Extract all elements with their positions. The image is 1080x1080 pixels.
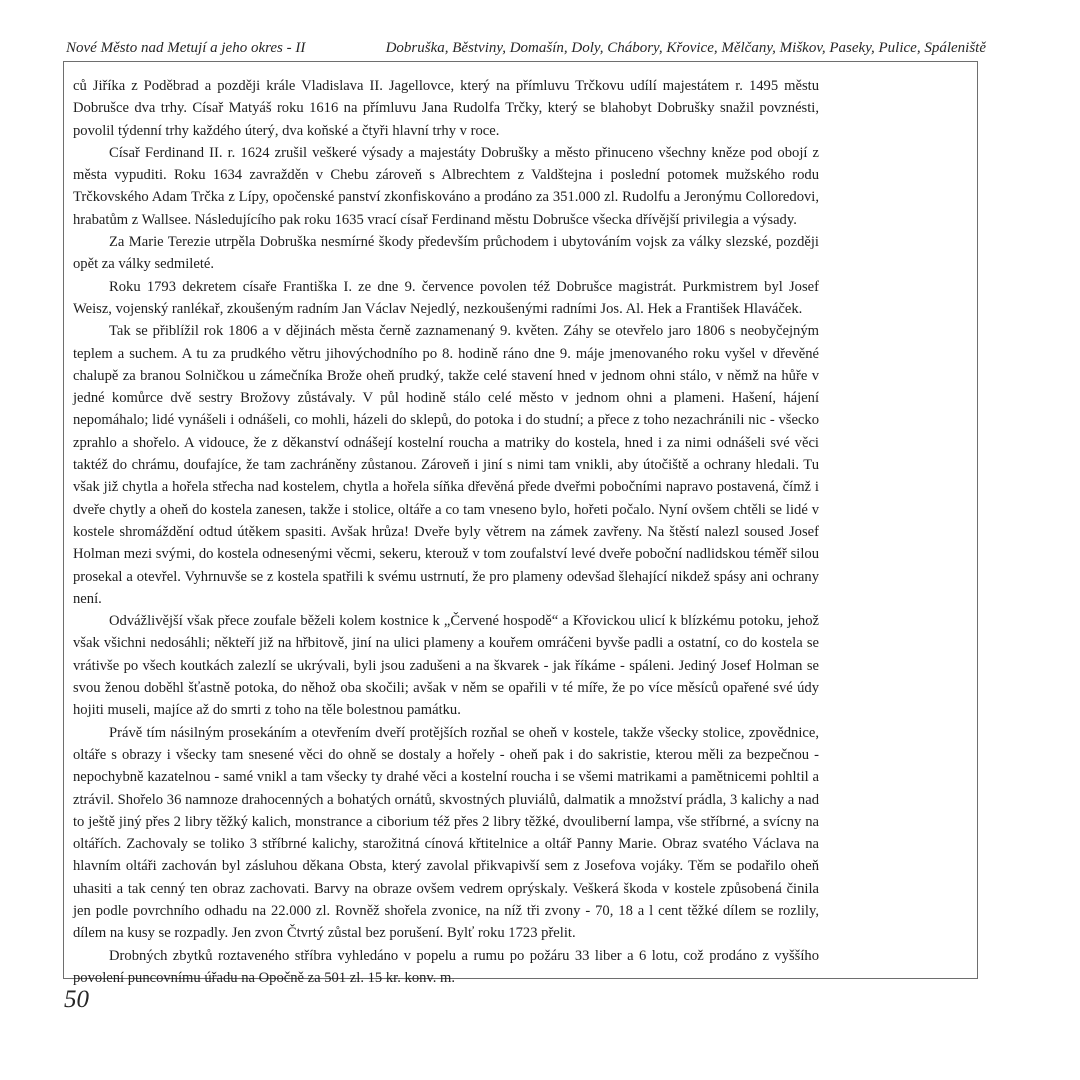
paragraph: Tak se přiblížil rok 1806 a v dějinách města černě zaznamenaný 9. květen. Záhy se otevřelo jaro 1806 s neobyčejným teplem a suchem. A tu za prudkého větru jihovýchodního po 8. hodině ráno dne 9. máje jmenovaného roku vyšel v dřevěné chalupě za branou Solničkou u zámečníka Brože oheň prudký, takže celé stavení hned v jednom ohni stálo, v němž na hůře v jedné komůrce dvě sestry Brožovy zůstávaly. V půl hodině stálo celé město v jednom ohni a plameni. Hašení, hájení nepomáhalo; lidé vynášeli i odnášeli, co mohli, házeli do sklepů, do potoka i do studní; a přece z toho nezachránili nic - všecko zprahlo a shořelo. A vidouce, že z děkanství odnášejí kostelní roucha a matriky do kostela, hned i za nimi odnášeli své věci taktéž do chrámu, doufajíce, že tam zachráněny zůstanou. Zároveň i jiní s nimi tam vnikli, aby útočiště a ochrany hledali. Tu však již chytla a hořela střecha nad kostelem, chytla a hořela síňka dřevěná přede dveřmi pobočními napravo postavená, čímž i dveře chytly a oheň do kostela zanesen, takže i stolice, oltáře a co tam vneseno bylo, hořeti počalo. Nyní ovšem chtěli se lidé v kostele shromáždění odtud útěkem spasiti. Avšak hrůza! Dveře byly větrem na zámek zavřeny. Na štěstí nalezl soused Josef Holman mezi svými, do kostela odnesenými věcmi, sekeru, kterouž v tom zoufalství levé dveře poboční nadlidskou téměř silou prosekal a otevřel. Vyhrnuvše se z kostela spatřili k svému ustrnutí, že pro plameny odevšad šlehající nikdež spásy ani ochrany není. xyxy=(73,323,819,607)
body-text xyxy=(73,75,819,989)
paragraph: Právě tím násilným prosekáním a otevřením dveří protějších rozňal se oheň v kostele, takže všecky stolice, zpovědnice, oltáře s obrazy i všecky tam snesené věci do ohně se dostaly a hořely - oheň pak i do sakristie, kterou měli za bezpečnou - nepochybně kazatelnou - samé vnikl a tam všecky ty drahé věci a kostelní roucha i se všemi matrikami a pamětnicemi pohltil a ztrávil. Shořelo 36 namnoze drahocenných a bohatých ornátů, skvostných pluviálů, dalmatik a množství prádla, 3 kalichy a nad to ještě jiný přes 2 libry těžký kalich, monstrance a ciborium též přes 2 libry těžké, dvouliberní lampa, vše stříbrné, a svícny na oltářích. Zachovaly se toliko 3 stříbrné kalichy, starožitná cínová křtitelnice a oltář Panny Marie. Obraz svatého Václava na hlavním oltáři zachován byl zásluhou děkana Obsta, který zavolal přikvapivší sem z Josefova vojáky. Těm se podařilo oheň uhasiti a tak cenný ten obraz zachovati. Barvy na obraze ovšem vedrem oprýskaly. Veškerá škoda v kostele způsobená činila jen podle povrchního odhadu na 22.000 zl. Rovněž shořela zvonice, na níž tři zvony - 70, 18 a l cent těžké dílem se rozlily, dílem na kusy se rozpadly. Jen zvon Čtvrtý zůstal bez porušení. Bylť roku 1723 přelit. xyxy=(73,724,819,942)
chapter-places: Dobruška, Běstviny, Domašín, Doly, Chábory, Křovice, Mělčany, Miškov, Paseky, Pulice, Spáleniště xyxy=(385,40,986,56)
paragraph: Drobných zbytků roztaveného stříbra vyhledáno v popelu a rumu po požáru 33 liber a 6 lotu, což prodáno z vyššího povolení puncovnímu úřadu na Opočně za 501 zl. 15 kr. konv. m. xyxy=(73,947,819,986)
paragraph: Za Marie Terezie utrpěla Dobruška nesmírné škody především průchodem i ubytováním vojsk za války slezské, později opět za války sedmileté. xyxy=(73,234,819,273)
paragraph: Roku 1793 dekretem císaře Františka I. ze dne 9. července povolen též Dobrušce magistrát. Purkmistrem byl Josef Weisz, vojenský ranlékař, zkoušeným radním Jan Václav Nejedlý, nezkoušenými radními Jos. Al. Hek a František Hlaváček. xyxy=(73,278,819,317)
page-number: 50 xyxy=(64,986,89,1013)
running-header xyxy=(66,39,986,57)
paragraph: Císař Ferdinand II. r. 1624 zrušil veškeré výsady a majestáty Dobrušky a město přinuceno všechny kněze pod obojí z města vypuditi. Roku 1634 zavražděn v Chebu zároveň s Albrechtem z Valdštejna i poslední potomek mužského rodu Trčkovského Adam Trčka z Lípy, opočenské panství zkonfiskováno a prodáno za 351.000 zl. Rudolfu a Jeronýmu Colloredovi, hrabatům z Wallsee. Následujícího pak roku 1635 vrací císař Ferdinand městu Dobrušce všecka dřívější privilegia a výsady. xyxy=(73,144,819,228)
book-title: Nové Město nad Metují a jeho okres - II xyxy=(66,40,306,56)
paragraph: Odvážlivější však přece zoufale běželi kolem kostnice k „Červené hospodě“ a Křovickou ulicí k blízkému potoku, jehož však všichni nedosáhli; někteří již na hřbitově, jiní na ulici plameny a kouřem omráčeni byvše padli a ostatní, co do kostela se vrátivše po všech koutkách zalezlí se ukrývali, byli jsou zadušeni a na škvarek - jak říkáme - spáleni. Jediný Josef Holman se svou ženou doběhl šťastně potoka, do něhož oba skočili; avšak v něm se opařili v té míře, že po více měsíců opařené své údy hojiti museli, majíce až do smrti z toho na těle bolestnou památku. xyxy=(73,613,819,719)
paragraph: ců Jiříka z Poděbrad a později krále Vladislava II. Jagellovce, který na přímluvu Trčkovu udílí majestátem r. 1495 městu Dobrušce dva trhy. Císař Matyáš roku 1616 na přímluvu Jana Rudolfa Trčky, který se blahobyt Dobrušky snažil povznésti, povolil týdenní trhy každého úterý, dva koňské a čtyři hlavní trhy v roce. xyxy=(73,78,819,139)
